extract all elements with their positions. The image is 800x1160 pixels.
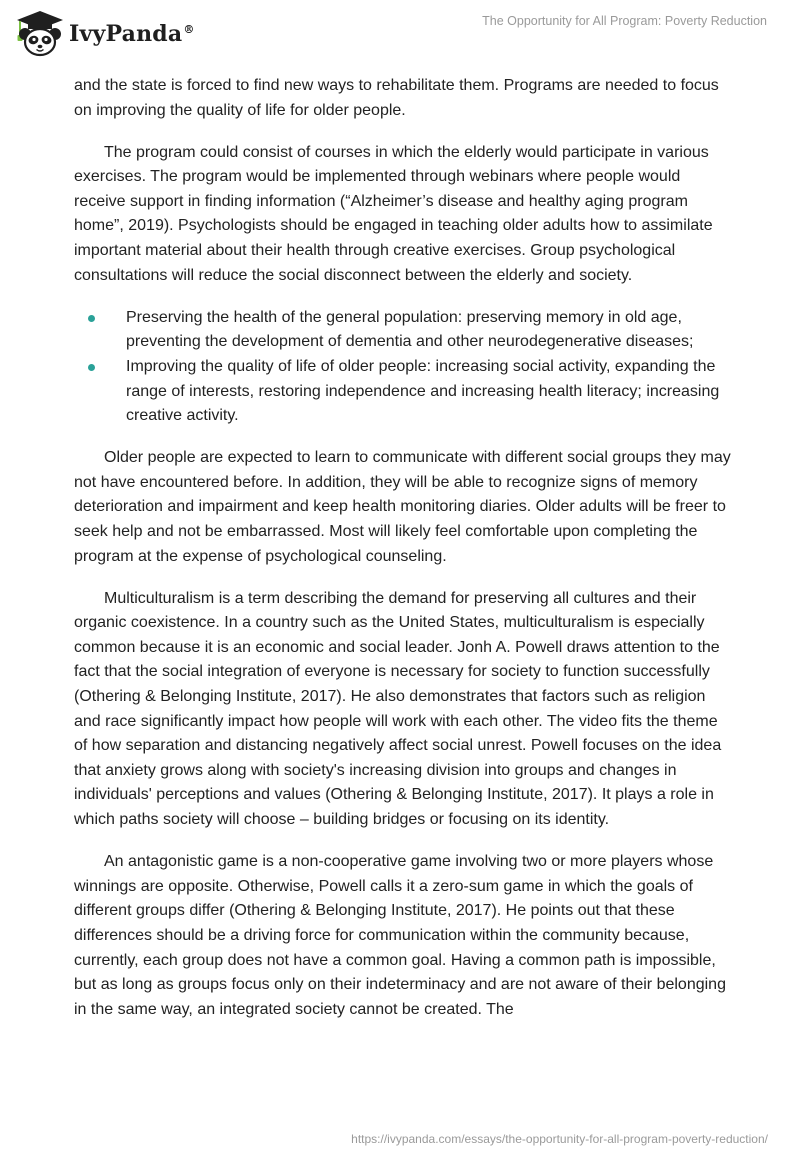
page-header xyxy=(0,0,800,70)
paragraph-program-courses: The program could consist of courses in which the elderly would participate in various exercises. The program would be implemented through webinars where people would receive support in finding information (“Alzheimer’s disease and healthy aging program home”, 2019). Psychologists should be engaged in teaching older adults how to assimilate important material about their health through creative exercises. Group psychological consultations will reduce the social disconnect between the elderly and society. xyxy=(74,143,713,284)
bullet-dot-icon xyxy=(88,364,95,371)
list-item xyxy=(74,306,734,355)
list-item-text: Preserving the health of the general population: preserving memory in old age, preventing the development of dementia and other neurodegenerative diseases; xyxy=(126,308,694,351)
goals-list xyxy=(74,306,734,429)
logo-wordmark: IvyPanda® xyxy=(69,21,195,47)
paragraph-continuation: and the state is forced to find new ways to rehabilitate them. Programs are needed to focus on improving the quality of life for older people. xyxy=(74,77,719,119)
list-item-text: Improving the quality of life of older people: increasing social activity, expanding the range of interests, restoring independence and increasing health literacy; increasing creative activity. xyxy=(126,357,720,425)
paragraph-expected-outcomes: Older people are expected to learn to communicate with different social groups they may not have encountered before. In addition, they will be able to recognize signs of memory deterioration and impairment and keep health monitoring diaries. Older adults will be freer to seek help and not be embarrassed. Most will likely feel comfortable upon completing the program at the expense of psychological counseling. xyxy=(74,449,731,565)
paragraph-multiculturalism: Multiculturalism is a term describing the demand for preserving all cultures and their organic coexistence. In a country such as the United States, multiculturalism is especially common because it is an economic and social leader. Jonh A. Powell draws attention to the fact that the social integration of everyone is necessary for society to function successfully (Othering & Belonging Institute, 2017). He also demonstrates that factors such as religion and race significantly impact how people will work with each other. The video fits the theme of how separation and distancing negatively affect social unrest. Powell focuses on the idea that anxiety grows along with society's increasing division into groups and changes in individuals' perceptions and values (Othering & Belonging Institute, 2017). It plays a role in which paths society will choose – building bridges or focusing on its identity. xyxy=(74,589,722,829)
paragraph-antagonistic-game: An antagonistic game is a non-cooperative game involving two or more players whose winnings are opposite. Otherwise, Powell calls it a zero-sum game in which the goals of different groups differ (Othering & Belonging Institute, 2017). He points out that these differences should be a driving force for communication within the community because, currently, each group does not have a common goal. Having a common path is impossible, but as long as groups focus only on their indeterminacy and are not aware of their belonging in the same way, an integrated society cannot be created. The xyxy=(74,853,726,1018)
source-url-link[interactable]: https://ivypanda.com/essays/the-opportunity-for-all-program-poverty-reduction/ xyxy=(351,1132,768,1146)
essay-body xyxy=(74,74,734,1040)
ivypanda-logo[interactable] xyxy=(14,9,195,59)
panda-graduate-icon xyxy=(14,9,66,59)
bullet-dot-icon xyxy=(88,315,95,322)
list-item xyxy=(74,355,734,429)
page-title: The Opportunity for All Program: Poverty Reduction xyxy=(482,14,767,28)
